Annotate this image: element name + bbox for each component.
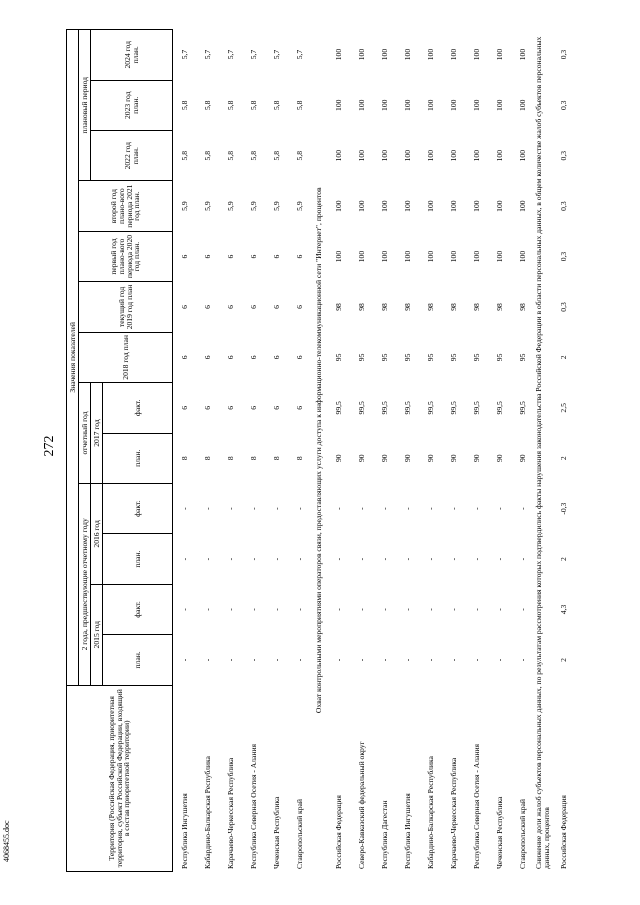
value-cell: 8 xyxy=(179,456,189,461)
value-cell: 98 xyxy=(356,303,366,311)
value-cell: 5,8 xyxy=(179,100,189,111)
value-cell: 100 xyxy=(333,200,343,212)
value-cell: 6 xyxy=(248,355,258,360)
table-row xyxy=(373,30,396,872)
value-cell: 100 xyxy=(517,99,527,111)
value-cell: 6 xyxy=(248,254,258,259)
value-cell: - xyxy=(248,658,258,662)
value-cell: 2 xyxy=(559,658,569,662)
table-row xyxy=(265,30,288,872)
value-cell: 99,5 xyxy=(356,401,366,415)
value-cell: 99,5 xyxy=(425,401,435,415)
value-cell: 95 xyxy=(471,353,481,362)
table-row xyxy=(196,30,219,872)
value-cell: 98 xyxy=(402,303,412,311)
value-cell: 100 xyxy=(379,99,389,111)
value-cell: 100 xyxy=(448,150,458,162)
table-row xyxy=(442,30,465,872)
value-cell: 100 xyxy=(333,250,343,263)
value-cell: 100 xyxy=(402,99,412,111)
value-cell: 6 xyxy=(202,305,212,309)
value-cell: - xyxy=(425,507,435,510)
value-cell: 6 xyxy=(179,355,189,360)
value-cell: 90 xyxy=(402,454,412,463)
value-cell: - xyxy=(402,557,412,561)
value-cell: - xyxy=(179,507,189,510)
value-cell: - xyxy=(333,608,343,611)
table-row xyxy=(553,30,576,872)
value-cell: 8 xyxy=(294,456,304,461)
value-cell: 100 xyxy=(379,48,389,61)
year-2016-header: 2016 год xyxy=(91,483,103,584)
value-cell: 5,8 xyxy=(248,150,258,161)
table-row xyxy=(488,30,511,872)
value-cell: 2 xyxy=(559,557,569,561)
value-cell: - xyxy=(202,557,212,561)
territory-name: Кабардино-Балкарская Республика xyxy=(425,756,435,869)
territory-name: Ставропольский край xyxy=(517,799,527,869)
value-cell: 6 xyxy=(248,405,258,410)
territory-name: Ставропольский край xyxy=(294,799,304,869)
value-cell: - xyxy=(402,658,412,662)
value-cell: 0,3 xyxy=(559,150,569,161)
value-cell: 90 xyxy=(356,454,366,463)
value-cell: 0,3 xyxy=(559,251,569,262)
table-row xyxy=(419,30,442,872)
table-row xyxy=(173,30,197,872)
value-cell: 100 xyxy=(471,250,481,263)
value-cell: -0,3 xyxy=(559,502,569,515)
value-cell: - xyxy=(517,608,527,611)
value-cell: 0,3 xyxy=(559,49,569,60)
value-cell: 99,5 xyxy=(494,401,504,415)
value-cell: - xyxy=(379,658,389,662)
value-cell: 99,5 xyxy=(517,401,527,415)
prev-two-years-header: 2 года, предшествующие отчетному году xyxy=(79,483,91,685)
value-cell: 100 xyxy=(517,250,527,263)
footer-doc-code: 4068455.doc xyxy=(2,820,11,862)
value-cell: 90 xyxy=(517,454,527,463)
value-cell: - xyxy=(517,557,527,561)
value-cell: 5,8 xyxy=(202,150,212,161)
value-cell: 100 xyxy=(517,200,527,212)
value-cell: 5,8 xyxy=(225,150,235,161)
value-cell: 5,9 xyxy=(202,201,212,211)
value-cell: 99,5 xyxy=(402,401,412,415)
value-cell: 100 xyxy=(425,150,435,162)
value-cell: - xyxy=(271,507,281,510)
value-cell: - xyxy=(471,608,481,611)
value-cell: 6 xyxy=(225,355,235,360)
value-cell: 95 xyxy=(448,353,458,362)
value-cell: 100 xyxy=(448,250,458,263)
value-cell: 95 xyxy=(356,353,366,362)
territory-name: Чеченская Республика xyxy=(494,796,504,869)
value-cell: 0,3 xyxy=(559,100,569,111)
value-cell: 90 xyxy=(379,454,389,463)
value-cell: 6 xyxy=(225,305,235,309)
value-cell: 100 xyxy=(494,48,504,61)
value-cell: 100 xyxy=(494,200,504,212)
value-cell: 8 xyxy=(271,456,281,461)
value-cell: 5,8 xyxy=(294,150,304,161)
value-cell: 100 xyxy=(333,48,343,61)
value-cell: 100 xyxy=(448,200,458,212)
page-number: 272 xyxy=(42,435,57,457)
value-cell: 6 xyxy=(294,254,304,259)
value-cell: 90 xyxy=(425,454,435,463)
value-cell: 5,8 xyxy=(294,100,304,111)
value-cell: - xyxy=(379,608,389,611)
value-cell: - xyxy=(271,608,281,611)
indicators-table xyxy=(66,29,576,872)
value-cell: 100 xyxy=(471,48,481,61)
value-cell: 100 xyxy=(448,99,458,111)
value-cell: 5,7 xyxy=(179,49,189,60)
territory-name: Карачаево-Черкесская Республика xyxy=(225,757,235,869)
value-cell: 5,9 xyxy=(179,201,189,211)
value-cell: 100 xyxy=(333,150,343,162)
value-cell: 98 xyxy=(494,303,504,311)
value-cell: 99,5 xyxy=(379,401,389,415)
value-cell: - xyxy=(425,608,435,611)
value-cell: 100 xyxy=(356,250,366,263)
value-cell: - xyxy=(494,658,504,662)
value-cell: 95 xyxy=(333,353,343,362)
value-cell: - xyxy=(333,658,343,662)
value-cell: 95 xyxy=(379,353,389,362)
value-cell: 5,9 xyxy=(294,201,304,211)
value-cell: - xyxy=(294,507,304,510)
planning-period-header: плановый период xyxy=(79,30,91,181)
value-cell: - xyxy=(294,658,304,662)
value-cell: - xyxy=(494,608,504,611)
value-cell: 98 xyxy=(333,303,343,311)
current-year-header: текущий год 2019 год план xyxy=(79,282,173,332)
value-cell: 6 xyxy=(202,405,212,410)
value-cell: 100 xyxy=(356,200,366,212)
value-cell: - xyxy=(517,658,527,662)
value-cell: 90 xyxy=(333,454,343,463)
value-cell: - xyxy=(448,658,458,662)
value-cell: 100 xyxy=(402,150,412,162)
value-cell: 5,8 xyxy=(225,100,235,111)
value-cell: 6 xyxy=(294,355,304,360)
value-cell: 6 xyxy=(179,305,189,309)
year-2015-header: 2015 год xyxy=(91,584,103,685)
table-row xyxy=(288,30,311,872)
value-cell: - xyxy=(448,507,458,510)
value-cell: - xyxy=(202,507,212,510)
section-row xyxy=(534,30,553,872)
value-cell: 99,5 xyxy=(471,401,481,415)
value-cell: - xyxy=(356,507,366,510)
territory-name: Чеченская Республика xyxy=(271,796,281,869)
value-cell: - xyxy=(248,507,258,510)
value-cell: - xyxy=(425,557,435,561)
value-cell: 5,9 xyxy=(225,201,235,211)
value-cell: - xyxy=(425,658,435,662)
value-cell: 6 xyxy=(225,405,235,410)
value-cell: 90 xyxy=(471,454,481,463)
value-cell: 5,7 xyxy=(202,49,212,60)
plan-2016-header: план. xyxy=(103,534,173,584)
value-cell: - xyxy=(402,507,412,510)
table-row xyxy=(242,30,265,872)
table-row xyxy=(511,30,534,872)
value-cell: 100 xyxy=(379,150,389,162)
value-cell: 100 xyxy=(379,250,389,263)
table-row xyxy=(219,30,242,872)
section-title: Снижение доли жалоб субъектов персональных данных, по результатам рассмотрения которых подтвердились факты нарушения законодательства Российской Федерации в области персональных данных, в общем количестве жалоб субъектов персональных данных, процентов xyxy=(534,36,552,869)
value-cell: 100 xyxy=(471,200,481,212)
value-cell: 5,7 xyxy=(271,49,281,60)
value-cell: 100 xyxy=(471,99,481,111)
value-cell: - xyxy=(379,557,389,561)
value-cell: - xyxy=(294,557,304,561)
value-cell: 6 xyxy=(179,254,189,259)
territory-name: Республика Дагестан xyxy=(379,800,389,869)
territory-name: Республика Ингушетия xyxy=(402,793,412,869)
value-cell: - xyxy=(248,557,258,561)
value-cell: 6 xyxy=(271,305,281,309)
value-cell: 2,5 xyxy=(559,403,569,413)
value-cell: - xyxy=(448,557,458,561)
value-cell: - xyxy=(225,608,235,611)
value-cell: 100 xyxy=(471,150,481,162)
value-cell: 100 xyxy=(517,48,527,61)
value-cell: 100 xyxy=(402,200,412,212)
value-cell: 6 xyxy=(202,254,212,259)
value-cell: 4,3 xyxy=(559,604,569,615)
value-cell: 100 xyxy=(517,150,527,162)
section-title: Охват контрольными мероприятиями операторов связи, предоставляющих услуги доступа к информационно-телекоммуникационной сети "Интернет", процентов xyxy=(314,187,324,714)
value-cell: - xyxy=(356,658,366,662)
value-cell: - xyxy=(271,557,281,561)
value-cell: 100 xyxy=(356,99,366,111)
value-cell: - xyxy=(225,658,235,662)
value-cell: 100 xyxy=(425,48,435,61)
value-cell: 8 xyxy=(225,456,235,461)
value-cell: 5,8 xyxy=(271,100,281,111)
value-cell: 100 xyxy=(379,200,389,212)
value-cell: 100 xyxy=(402,48,412,61)
value-cell: 6 xyxy=(179,405,189,410)
value-cell: 95 xyxy=(425,353,435,362)
value-cell: - xyxy=(248,608,258,611)
value-cell: 90 xyxy=(448,454,458,463)
value-cell: 8 xyxy=(202,456,212,461)
value-cell: 5,7 xyxy=(225,49,235,60)
fact-2017-header: факт. xyxy=(103,383,173,433)
value-cell: 100 xyxy=(425,99,435,111)
territory-name: Северо-Кавказский федеральный округ xyxy=(356,741,366,869)
value-cell: 100 xyxy=(494,99,504,111)
value-cell: 5,7 xyxy=(248,49,258,60)
year-2018-header: 2018 год план xyxy=(79,332,173,382)
value-cell: 100 xyxy=(333,99,343,111)
value-cell: 99,5 xyxy=(448,401,458,415)
value-cell: - xyxy=(225,507,235,510)
values-header: Значения показателей xyxy=(67,30,79,686)
value-cell: 98 xyxy=(471,303,481,311)
value-cell: 6 xyxy=(271,355,281,360)
value-cell: 100 xyxy=(402,250,412,263)
value-cell: - xyxy=(333,507,343,510)
value-cell: 98 xyxy=(425,303,435,311)
value-cell: 98 xyxy=(448,303,458,311)
value-cell: 6 xyxy=(294,405,304,410)
value-cell: 5,8 xyxy=(271,150,281,161)
value-cell: 100 xyxy=(356,150,366,162)
year-2022-header: 2022 год план. xyxy=(91,130,173,180)
table-body xyxy=(173,30,576,872)
value-cell: - xyxy=(517,507,527,510)
territory-name: Республика Северная Осетия - Алания xyxy=(248,743,258,869)
value-cell: 100 xyxy=(494,250,504,263)
value-cell: - xyxy=(471,507,481,510)
value-cell: 5,7 xyxy=(294,49,304,60)
territory-name: Кабардино-Балкарская Республика xyxy=(202,756,212,869)
territory-header: Территория (Российская Федерация, приоритетная территория, субъект Российской Федерации, входящий в состав приоритетной территории) xyxy=(67,685,173,871)
value-cell: 90 xyxy=(494,454,504,463)
table-row xyxy=(465,30,488,872)
value-cell: 99,5 xyxy=(333,401,343,415)
value-cell: - xyxy=(271,658,281,662)
territory-name: Республика Северная Осетия - Алания xyxy=(471,743,481,869)
value-cell: 5,8 xyxy=(179,150,189,161)
fact-2015-header: факт. xyxy=(103,584,173,634)
table-row xyxy=(350,30,373,872)
value-cell: - xyxy=(179,557,189,561)
value-cell: 6 xyxy=(271,254,281,259)
territory-name: Республика Ингушетия xyxy=(179,793,189,869)
value-cell: 8 xyxy=(248,456,258,461)
value-cell: 95 xyxy=(494,353,504,362)
value-cell: - xyxy=(356,608,366,611)
value-cell: - xyxy=(179,658,189,662)
value-cell: 100 xyxy=(425,200,435,212)
table-row xyxy=(327,30,350,872)
value-cell: - xyxy=(471,557,481,561)
value-cell: 95 xyxy=(402,353,412,362)
value-cell: 100 xyxy=(356,48,366,61)
plan-2017-header: план. xyxy=(103,433,173,483)
year-2023-header: 2023 год план. xyxy=(91,80,173,130)
value-cell: 0,3 xyxy=(559,302,569,312)
value-cell: 6 xyxy=(294,305,304,309)
value-cell: - xyxy=(448,608,458,611)
territory-name: Российская Федерация xyxy=(333,795,343,869)
section-row xyxy=(311,30,327,872)
year-2024-header: 2024 год план. xyxy=(91,30,173,81)
value-cell: - xyxy=(202,658,212,662)
value-cell: 100 xyxy=(494,150,504,162)
value-cell: 100 xyxy=(425,250,435,263)
value-cell: 2 xyxy=(559,355,569,360)
value-cell: 5,9 xyxy=(271,201,281,211)
value-cell: 100 xyxy=(448,48,458,61)
value-cell: - xyxy=(179,608,189,611)
value-cell: 5,8 xyxy=(202,100,212,111)
territory-name: Карачаево-Черкесская Республика xyxy=(448,757,458,869)
first-year-header: первый год плано-вого периода 2020 год план. xyxy=(79,231,173,281)
value-cell: - xyxy=(402,608,412,611)
value-cell: - xyxy=(333,557,343,561)
value-cell: - xyxy=(379,507,389,510)
rotated-table-container xyxy=(66,29,586,872)
fact-2016-header: факт. xyxy=(103,483,173,533)
value-cell: 5,9 xyxy=(248,201,258,211)
territory-name: Российская Федерация xyxy=(559,795,569,869)
value-cell: - xyxy=(471,658,481,662)
value-cell: 98 xyxy=(517,303,527,311)
plan-2015-header: план. xyxy=(103,635,173,685)
value-cell: - xyxy=(494,557,504,561)
table-header xyxy=(67,30,173,872)
value-cell: 2 xyxy=(559,456,569,461)
value-cell: - xyxy=(202,608,212,611)
reporting-year-header: отчетный год xyxy=(79,383,91,484)
value-cell: 95 xyxy=(517,353,527,362)
value-cell: 6 xyxy=(271,405,281,410)
value-cell: - xyxy=(494,507,504,510)
value-cell: 6 xyxy=(225,254,235,259)
table-row xyxy=(396,30,419,872)
value-cell: 5,8 xyxy=(248,100,258,111)
value-cell: 98 xyxy=(379,303,389,311)
value-cell: 0,3 xyxy=(559,201,569,211)
value-cell: - xyxy=(225,557,235,561)
value-cell: 6 xyxy=(248,305,258,309)
second-year-header: второй год плано-вого периода 2021 год план. xyxy=(79,181,173,231)
value-cell: - xyxy=(356,557,366,561)
year-2017-header: 2017 год xyxy=(91,383,103,484)
value-cell: - xyxy=(294,608,304,611)
value-cell: 6 xyxy=(202,355,212,360)
